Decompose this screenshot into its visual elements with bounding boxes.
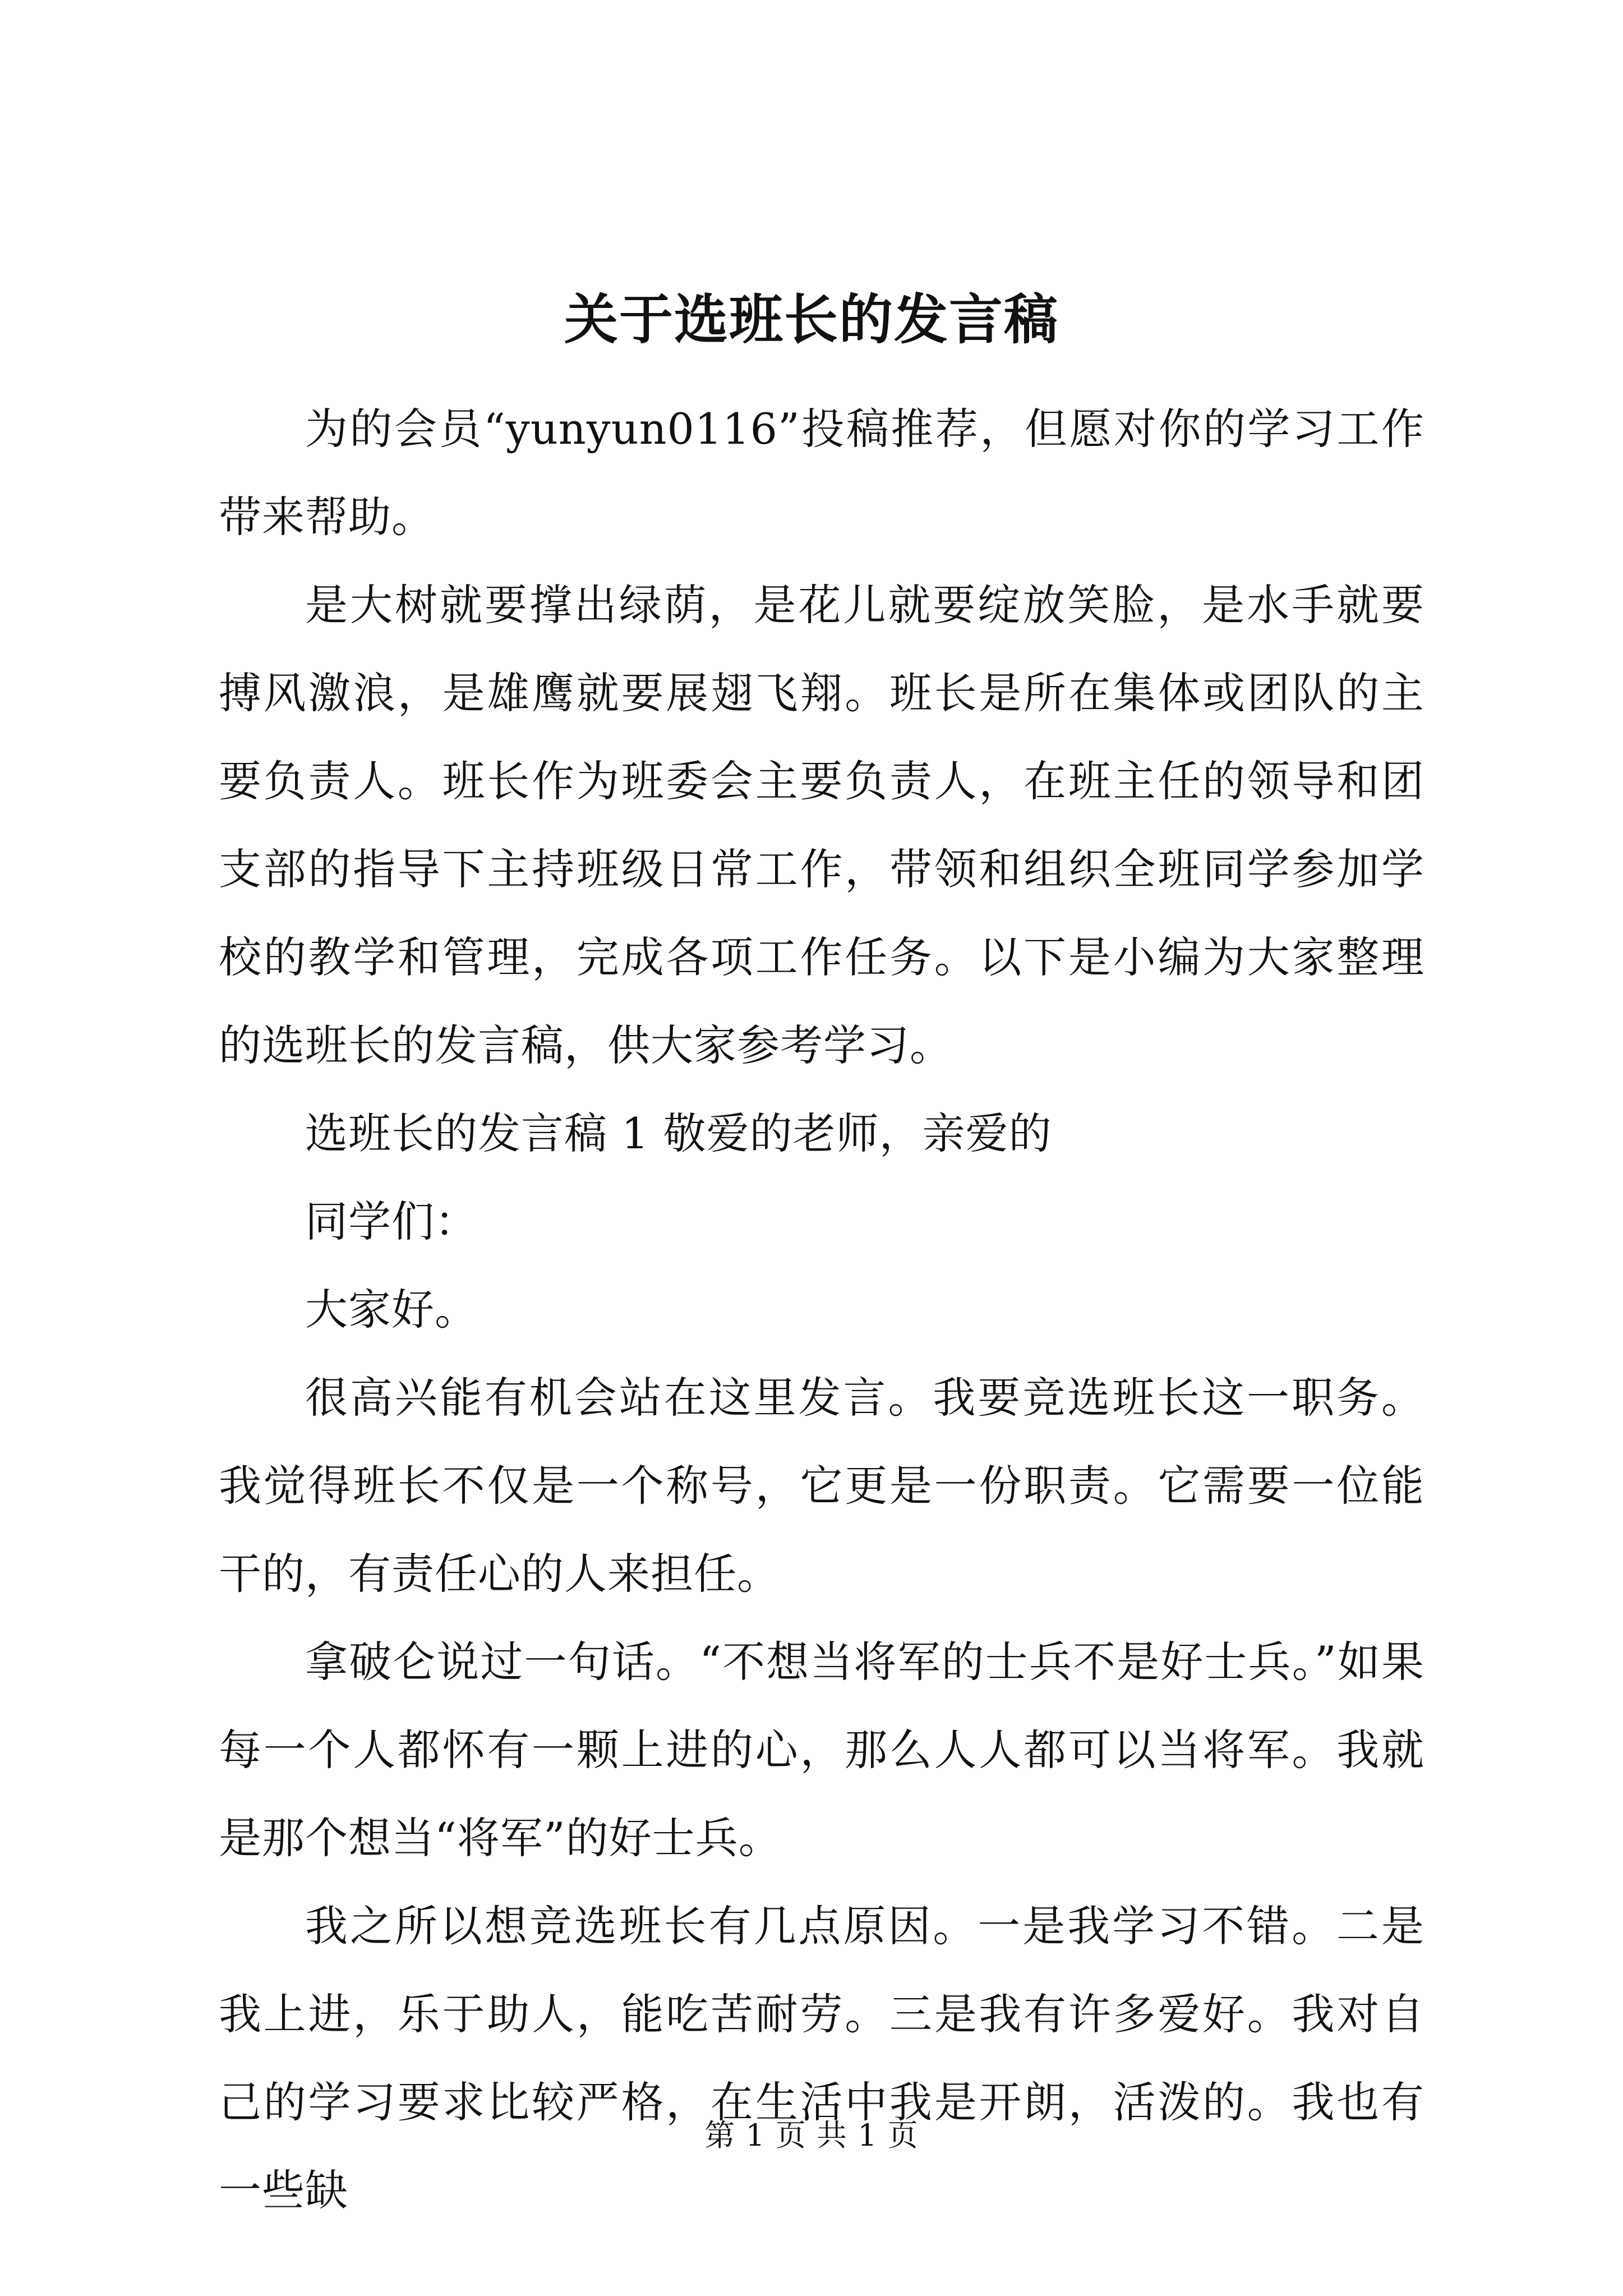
paragraph: 我之所以想竞选班长有几点原因。一是我学习不错。二是我上进，乐于助人，能吃苦耐劳。三是我有许多爱好。我对自己的学习要求比较严格，在生活中我是开朗，活泼的。我也有一些缺 [219,1901,1424,2215]
paragraph: 很高兴能有机会站在这里发言。我要竞选班长这一职务。我觉得班长不仅是一个称号，它更是一份职责。它需要一位能干的，有责任心的人来担任。 [219,1373,1424,1599]
document-title: 关于选班长的发言稿 [564,288,1059,351]
paragraph: 是大树就要撑出绿荫，是花儿就要绽放笑脸，是水手就要搏风激浪，是雄鹰就要展翅飞翔。班长是所在集体或团队的主要负责人。班长作为班委会主要负责人，在班主任的领导和团支部的指导下主持班级日常工作，带领和组织全班同学参加学校的教学和管理，完成各项工作任务。以下是小编为大家整理的选班长的发言稿，供大家参考学习。 [219,580,1424,1070]
paragraph: 同学们： [305,1197,478,1246]
paragraph: 拿破仑说过一句话。“不想当将军的士兵不是好士兵。”如果每一个人都怀有一颗上进的心，那么人人都可以当将军。我就是那个想当“将军”的好士兵。 [219,1637,1424,1863]
document-body [219,385,1424,2234]
paragraph: 选班长的发言稿 1 敬爱的老师，亲爱的 [305,1108,1052,1158]
paragraph: 为的会员“yunyun0116”投稿推荐，但愿对你的学习工作带来帮助。 [219,404,1424,542]
page-footer: 第 1 页 共 1 页 [704,2118,919,2153]
paragraph: 大家好。 [305,1285,478,1335]
